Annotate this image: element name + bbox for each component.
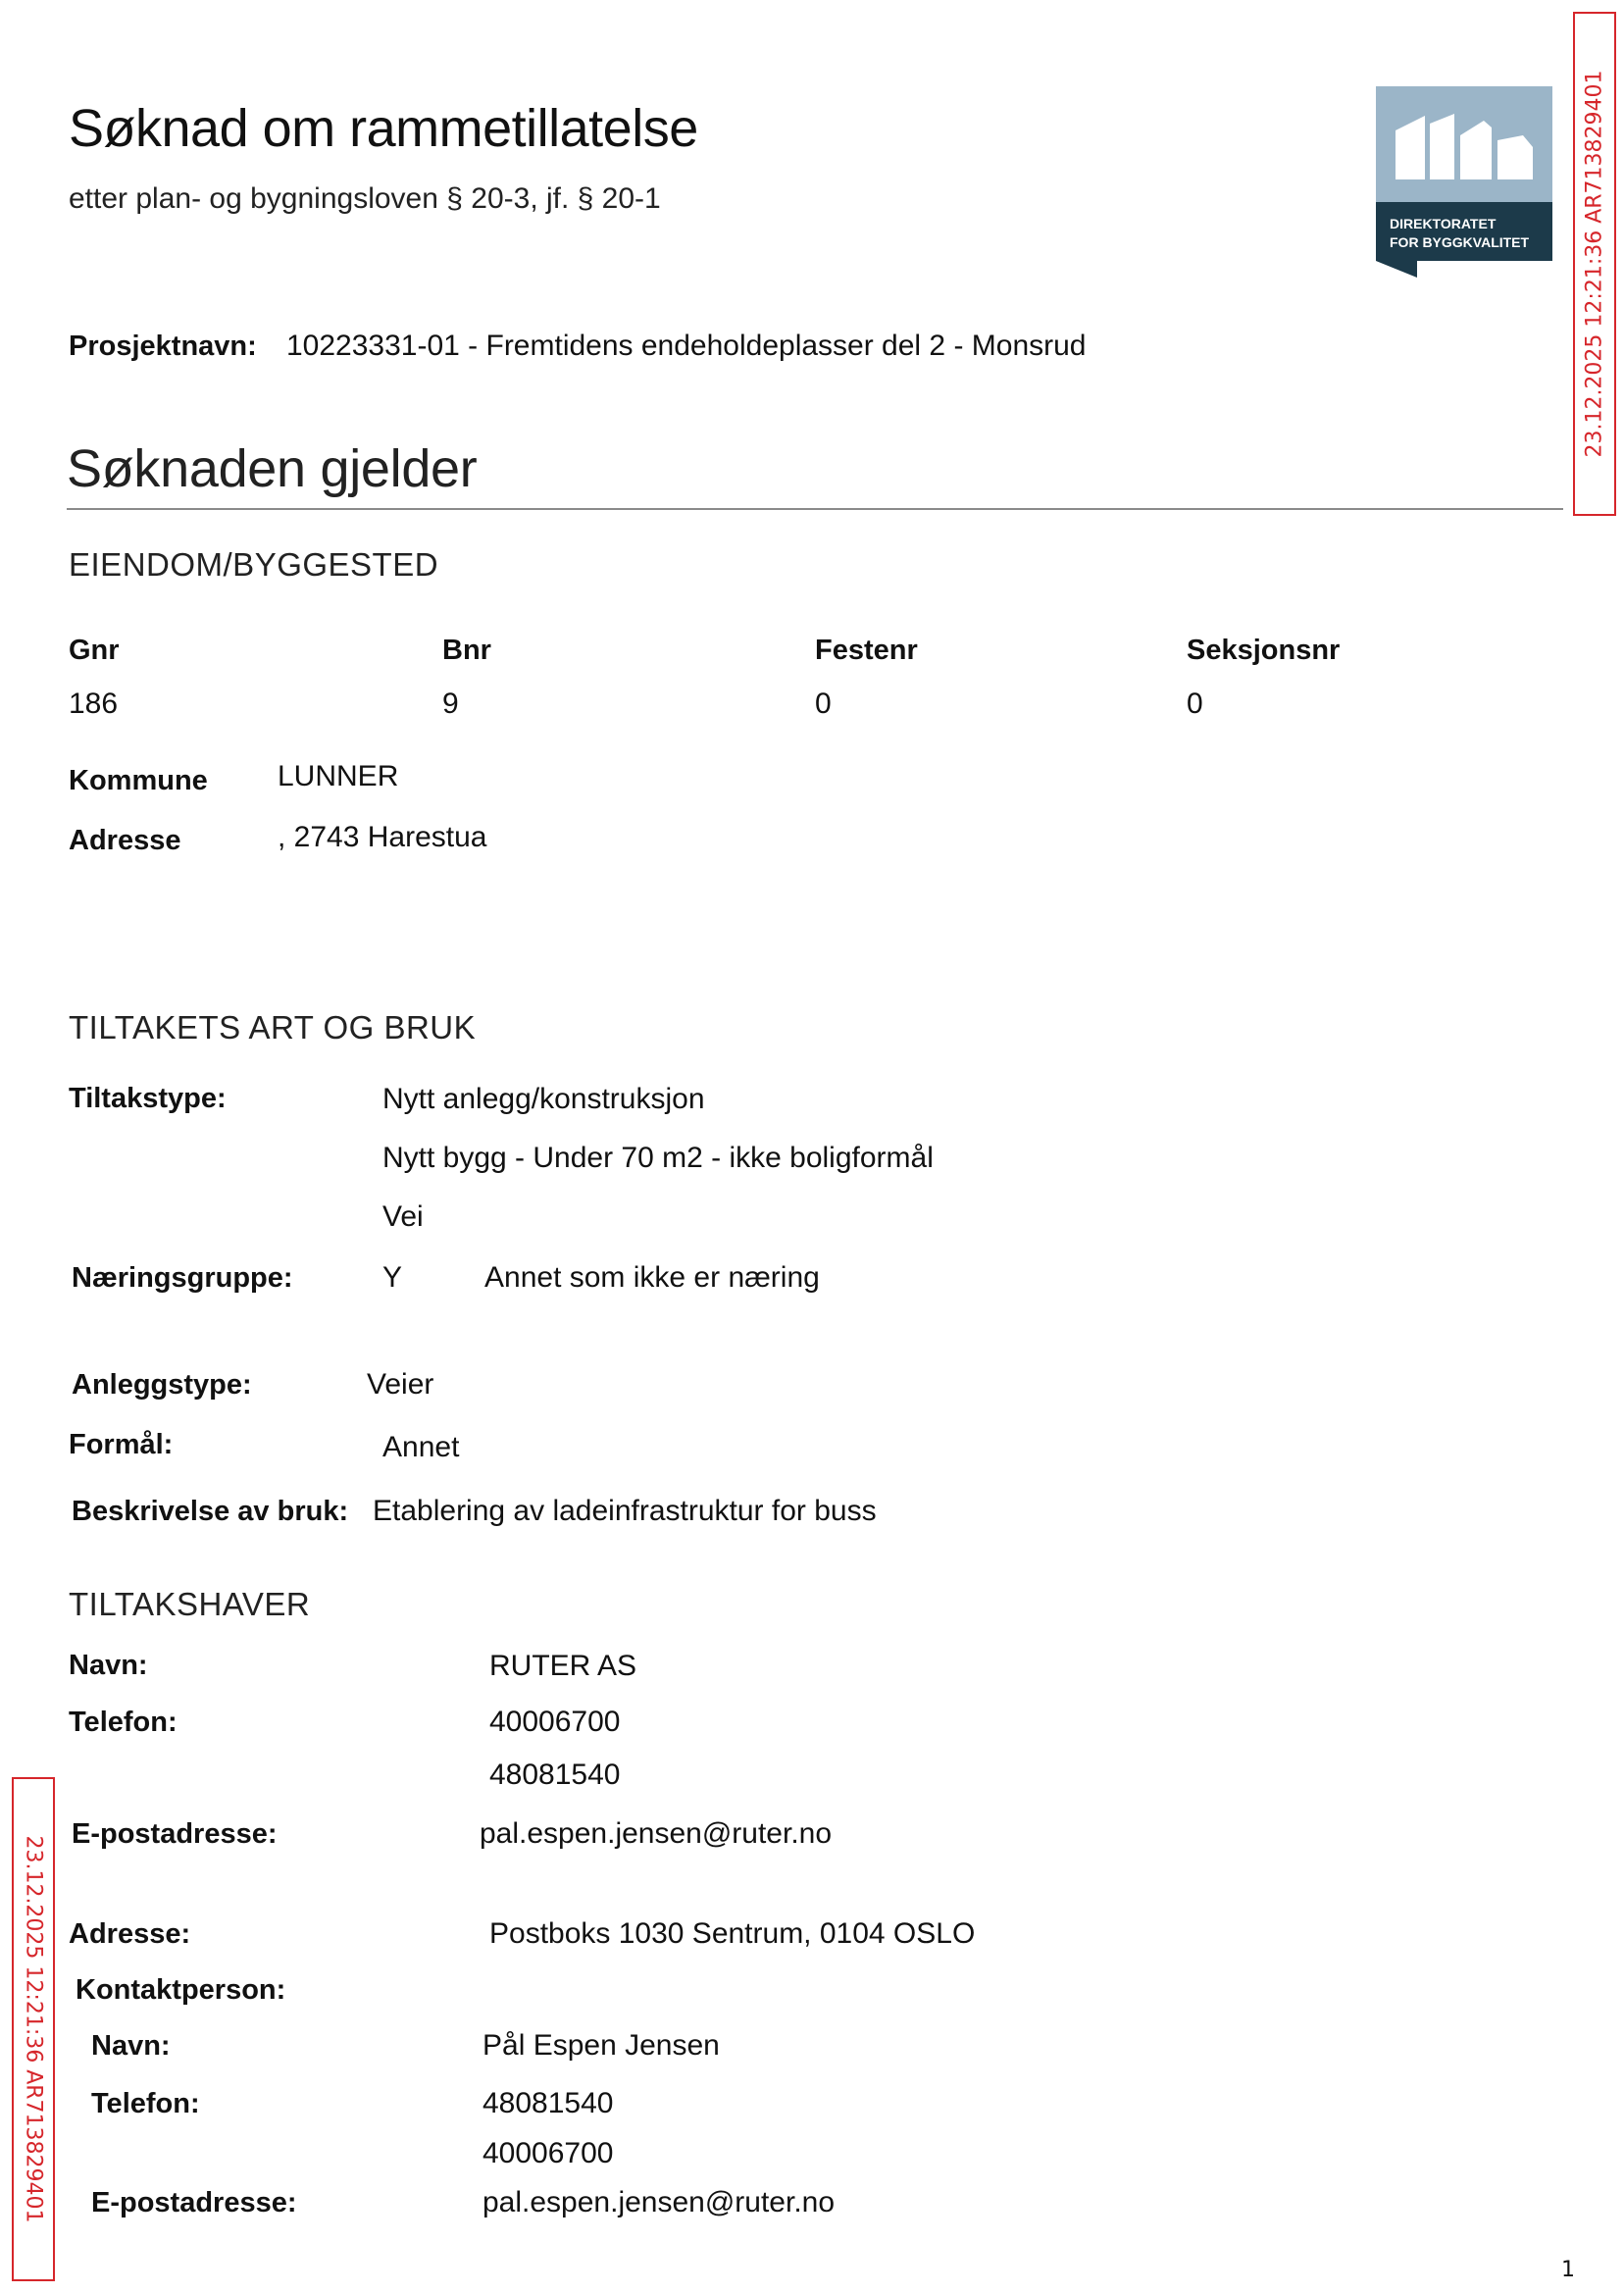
formal-label: Formål: [69, 1429, 174, 1460]
owner-adresse-label: Adresse: [69, 1918, 191, 1950]
gnr-label: Gnr [69, 635, 120, 666]
anleggstype-value: Veier [367, 1368, 434, 1401]
formal-value: Annet [382, 1431, 460, 1463]
tiltakstype-value: Nytt bygg - Under 70 m2 - ikke boligformål [382, 1142, 934, 1174]
timestamp-stamp-bottom: 23.12.2025 12:21:36 AR713829401 [12, 1777, 55, 2281]
adresse-label: Adresse [69, 825, 181, 856]
seksjonsnr-label: Seksjonsnr [1187, 635, 1341, 666]
section-title: Søknaden gjelder [67, 439, 478, 498]
owner-telefon-value: 40006700 [489, 1706, 621, 1738]
beskrivelse-label: Beskrivelse av bruk: [72, 1496, 349, 1527]
festenr-value: 0 [815, 688, 832, 720]
kontakt-epost-value: pal.espen.jensen@ruter.no [482, 2186, 836, 2218]
section-divider [67, 508, 1563, 510]
kontakt-epost-label: E-postadresse: [91, 2187, 297, 2218]
timestamp-stamp-top: 23.12.2025 12:21:36 AR713829401 [1573, 12, 1616, 516]
kontakt-navn-label: Navn: [91, 2030, 171, 2062]
adresse-value: , 2743 Harestua [278, 821, 487, 853]
tiltakstype-value: Nytt anlegg/konstruksjon [382, 1083, 705, 1115]
tiltakstype-label: Tiltakstype: [69, 1083, 227, 1114]
gnr-value: 186 [69, 688, 119, 720]
logo-text-line2: FOR BYGGKVALITET [1390, 234, 1530, 250]
naeringsgruppe-code: Y [382, 1261, 403, 1294]
dibk-logo [1376, 86, 1552, 278]
property-heading: EIENDOM/BYGGESTED [69, 546, 439, 583]
project-name-label: Prosjektnavn: [69, 331, 257, 362]
kommune-value: LUNNER [278, 760, 399, 792]
logo-text-line1: DIREKTORATET [1390, 216, 1497, 231]
kontakt-navn-value: Pål Espen Jensen [482, 2029, 720, 2062]
page-number: 1 [1561, 2258, 1575, 2282]
owner-navn-value: RUTER AS [489, 1650, 637, 1682]
measure-heading: TILTAKETS ART OG BRUK [69, 1009, 477, 1045]
owner-heading: TILTAKSHAVER [69, 1586, 311, 1622]
owner-epost-label: E-postadresse: [72, 1818, 278, 1850]
kontakt-telefon-label: Telefon: [91, 2088, 200, 2119]
document-title: Søknad om rammetillatelse [69, 99, 698, 158]
kommune-label: Kommune [69, 765, 208, 796]
owner-adresse-value: Postboks 1030 Sentrum, 0104 OSLO [489, 1917, 976, 1950]
owner-navn-label: Navn: [69, 1650, 148, 1681]
tiltakstype-value: Vei [382, 1200, 424, 1233]
owner-telefon-value: 48081540 [489, 1759, 621, 1791]
project-name-value: 10223331-01 - Fremtidens endeholdeplasser del 2 - Monsrud [286, 330, 1087, 362]
bnr-value: 9 [442, 688, 459, 720]
naeringsgruppe-text: Annet som ikke er næring [484, 1261, 820, 1294]
kontakt-telefon-value: 40006700 [482, 2137, 614, 2169]
kontaktperson-label: Kontaktperson: [76, 1974, 286, 2006]
beskrivelse-value: Etablering av ladeinfrastruktur for buss [373, 1495, 877, 1527]
owner-epost-value: pal.espen.jensen@ruter.no [480, 1817, 833, 1850]
festenr-label: Festenr [815, 635, 918, 666]
naeringsgruppe-label: Næringsgruppe: [72, 1262, 293, 1294]
kontakt-telefon-value: 48081540 [482, 2087, 614, 2119]
bnr-label: Bnr [442, 635, 491, 666]
owner-telefon-label: Telefon: [69, 1707, 178, 1738]
seksjonsnr-value: 0 [1187, 688, 1203, 720]
document-subtitle: etter plan- og bygningsloven § 20-3, jf. § 20-1 [69, 182, 661, 215]
anleggstype-label: Anleggstype: [72, 1369, 252, 1401]
